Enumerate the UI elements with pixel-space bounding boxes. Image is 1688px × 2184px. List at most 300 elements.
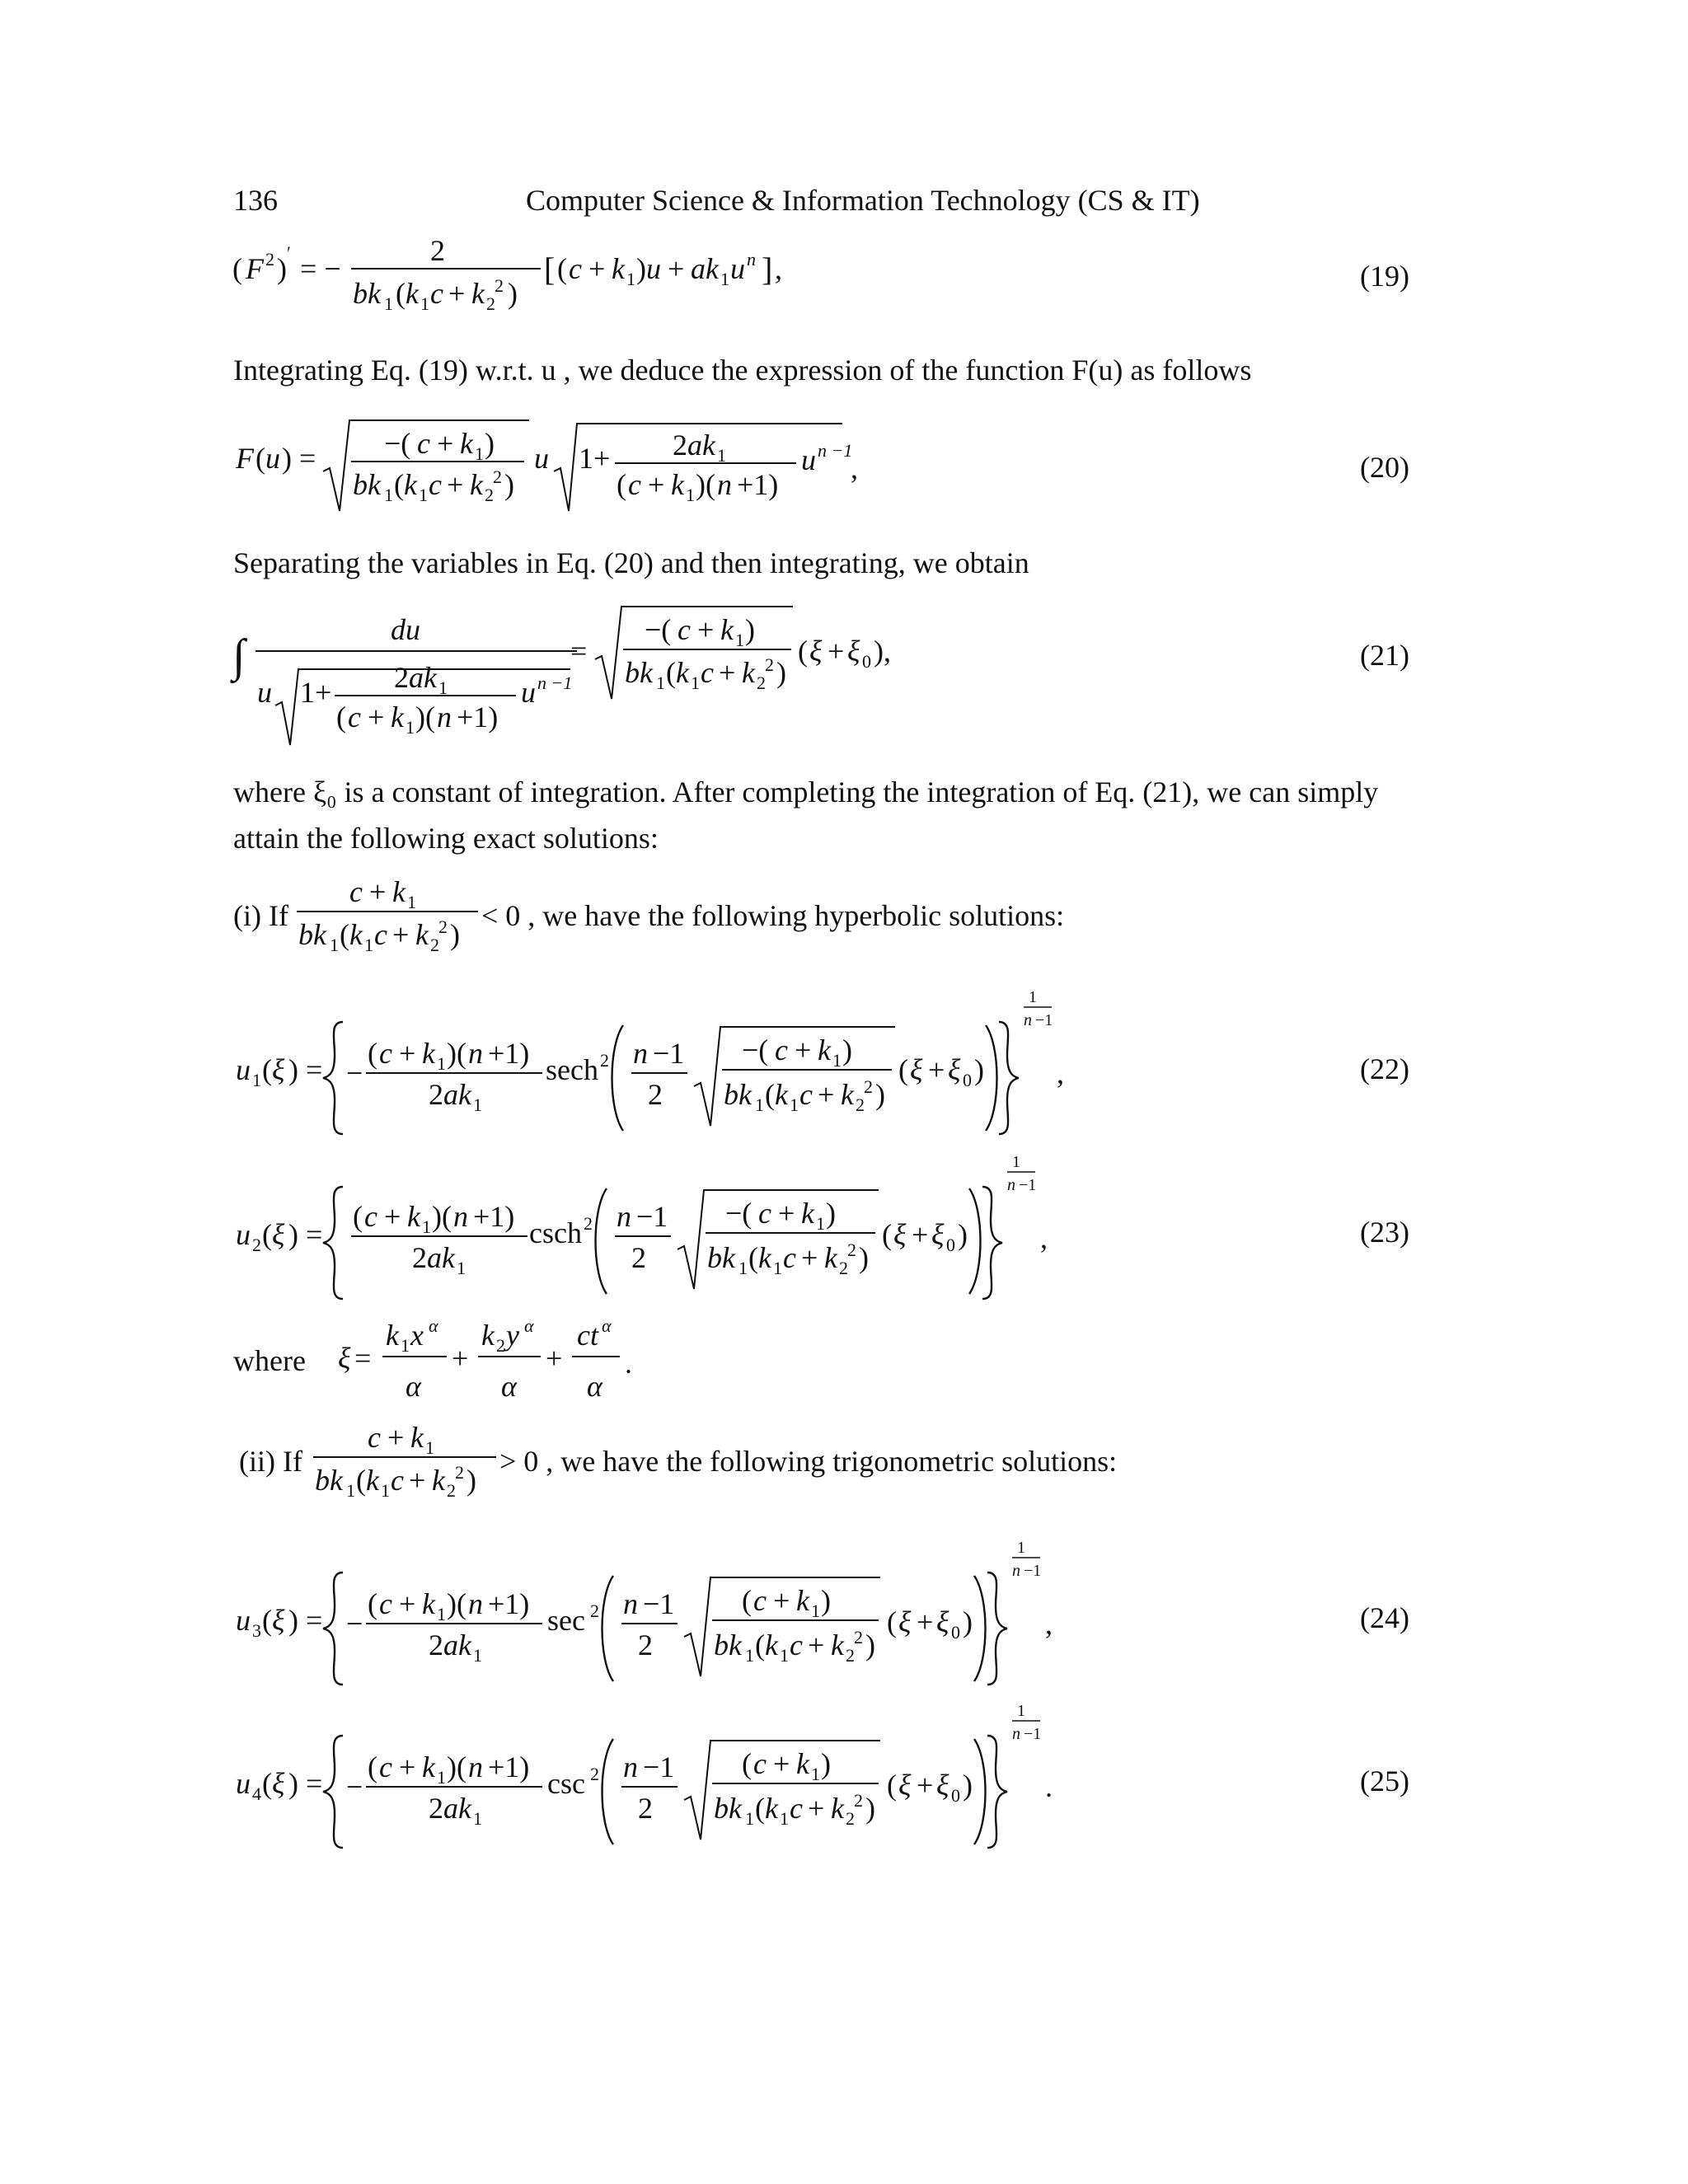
svg-text:+1): +1) xyxy=(488,1587,530,1620)
svg-text:u: u xyxy=(534,442,549,475)
svg-text:2: 2 xyxy=(839,1258,848,1278)
svg-text:): ) xyxy=(826,1197,836,1230)
svg-text:2: 2 xyxy=(673,429,687,462)
svg-text:bk: bk xyxy=(353,277,381,310)
svg-text:k: k xyxy=(366,1464,379,1497)
svg-text:c: c xyxy=(374,918,387,951)
svg-text:+: + xyxy=(392,918,410,951)
svg-text:k: k xyxy=(407,1200,420,1233)
svg-text:c: c xyxy=(790,1792,803,1825)
svg-text:2: 2 xyxy=(252,1235,261,1255)
svg-text:1: 1 xyxy=(438,677,448,698)
svg-text:k: k xyxy=(349,918,363,951)
svg-text:α: α xyxy=(501,1370,517,1403)
svg-text:ξ: ξ xyxy=(272,1218,285,1251)
svg-text:k: k xyxy=(796,1584,809,1617)
svg-text:]: ] xyxy=(762,251,773,288)
svg-text:c: c xyxy=(753,1584,767,1617)
svg-text:(: ( xyxy=(356,1464,366,1497)
equation-number-25: (25) xyxy=(1360,1765,1409,1797)
svg-text:): ) xyxy=(277,252,287,285)
svg-text:): ) xyxy=(974,1053,984,1086)
svg-text:+: + xyxy=(369,875,387,908)
svg-text:,: , xyxy=(775,252,782,285)
svg-text:−(: −( xyxy=(742,1033,769,1066)
svg-text:c: c xyxy=(430,277,443,310)
svg-text:2: 2 xyxy=(412,1241,427,1274)
svg-text:k: k xyxy=(391,701,404,733)
svg-text:+: + xyxy=(808,1629,825,1661)
svg-text:): ) xyxy=(745,613,755,646)
svg-text:α: α xyxy=(602,1315,612,1336)
running-title: Computer Science & Information Technology (CS & IT) xyxy=(526,184,1200,217)
svg-text:F: F xyxy=(246,252,264,285)
svg-text:c: c xyxy=(790,1629,803,1661)
svg-text:c: c xyxy=(379,1037,392,1070)
svg-text:+1): +1) xyxy=(488,1750,530,1783)
svg-text:+: + xyxy=(368,701,385,733)
svg-text:2: 2 xyxy=(447,1480,456,1501)
svg-text:) =: ) = xyxy=(288,1053,323,1086)
svg-text:−1: −1 xyxy=(643,1750,675,1783)
svg-text:1: 1 xyxy=(780,1808,789,1829)
svg-text:n: n xyxy=(468,1750,483,1783)
svg-text:(: ( xyxy=(394,468,404,501)
svg-text:α: α xyxy=(429,1315,438,1336)
svg-text:[: [ xyxy=(544,251,556,288)
svg-text:−1: −1 xyxy=(1024,1562,1042,1580)
svg-text:ak: ak xyxy=(409,661,437,694)
svg-text:(: ( xyxy=(368,1750,377,1783)
svg-text:−1: −1 xyxy=(1024,1725,1042,1743)
svg-text:2: 2 xyxy=(429,1792,443,1825)
svg-text:+: + xyxy=(648,468,665,501)
svg-text:ξ: ξ xyxy=(936,1605,950,1638)
svg-text:+: + xyxy=(928,1053,945,1086)
svg-text:bk: bk xyxy=(724,1078,752,1111)
svg-text:2: 2 xyxy=(265,249,274,269)
svg-text:n: n xyxy=(437,701,452,733)
svg-text:) =: ) = xyxy=(282,442,316,475)
paragraph-separating: Separating the variables in Eq. (20) and then integrating, we obtain xyxy=(233,546,1029,579)
svg-text:)(: )( xyxy=(415,701,435,733)
svg-text:0: 0 xyxy=(946,1235,955,1255)
case-i-tail: < 0 , we have the following hyperbolic solutions: xyxy=(481,899,1065,932)
svg-text:): ) xyxy=(508,277,518,310)
svg-text:k: k xyxy=(758,1241,771,1274)
svg-text:1+: 1+ xyxy=(300,676,332,709)
svg-text:1: 1 xyxy=(437,1604,446,1624)
svg-text:1: 1 xyxy=(717,445,726,466)
svg-text:α: α xyxy=(587,1370,603,1403)
svg-text:c: c xyxy=(678,613,691,646)
svg-text:1+: 1+ xyxy=(579,442,611,475)
svg-text:u: u xyxy=(265,442,280,475)
svg-text:k: k xyxy=(720,613,734,646)
svg-text:ξ: ξ xyxy=(338,1342,351,1375)
svg-text:c: c xyxy=(753,1747,767,1780)
svg-text:1: 1 xyxy=(1017,1539,1025,1557)
svg-text:1: 1 xyxy=(773,1258,782,1278)
svg-text:−1: −1 xyxy=(636,1200,668,1233)
svg-text:(: ( xyxy=(666,656,676,689)
svg-text:c: c xyxy=(391,1464,404,1497)
svg-text:u: u xyxy=(521,676,536,709)
svg-text:ξ: ξ xyxy=(898,1769,912,1802)
svg-text:1: 1 xyxy=(346,1480,355,1501)
svg-text:c: c xyxy=(379,1587,392,1620)
svg-text:(: ( xyxy=(765,1078,775,1111)
svg-text:2: 2 xyxy=(757,673,766,693)
svg-text:,: , xyxy=(1040,1221,1048,1254)
svg-text:+: + xyxy=(719,656,736,689)
svg-text:bk: bk xyxy=(298,918,326,951)
svg-text:k: k xyxy=(392,875,406,908)
svg-text:α: α xyxy=(406,1370,421,1403)
svg-text:1: 1 xyxy=(252,1070,261,1090)
svg-text:n: n xyxy=(623,1750,638,1783)
svg-text:1: 1 xyxy=(437,1767,446,1788)
svg-text:bk: bk xyxy=(707,1241,735,1274)
svg-text:(: ( xyxy=(887,1605,897,1638)
svg-text:1: 1 xyxy=(407,892,416,912)
svg-text:′: ′ xyxy=(287,242,291,263)
svg-text:+: + xyxy=(912,1218,929,1251)
equation-number-22: (22) xyxy=(1360,1052,1409,1085)
where-xi-lead: where xyxy=(233,1344,306,1377)
svg-text:+: + xyxy=(437,427,454,460)
svg-text:k: k xyxy=(386,1319,399,1352)
svg-text:n: n xyxy=(633,1037,648,1070)
svg-text:ξ: ξ xyxy=(893,1218,907,1251)
svg-text:1: 1 xyxy=(420,293,429,314)
svg-text:(: ( xyxy=(748,1241,758,1274)
svg-text:−1: −1 xyxy=(653,1037,685,1070)
equation-24 xyxy=(236,1538,1093,1686)
svg-text:2: 2 xyxy=(429,1078,443,1111)
svg-text:k: k xyxy=(422,1750,435,1783)
svg-text:(: ( xyxy=(887,1769,897,1802)
svg-text:1: 1 xyxy=(473,1808,482,1829)
svg-text:1: 1 xyxy=(473,1094,482,1115)
svg-text:+: + xyxy=(399,1037,416,1070)
svg-text:+: + xyxy=(778,1197,795,1230)
svg-text:ξ: ξ xyxy=(898,1605,912,1638)
svg-text:+1): +1) xyxy=(473,1200,515,1233)
svg-text:ξ: ξ xyxy=(847,635,860,668)
svg-text:c: c xyxy=(799,1078,813,1111)
svg-text:bk: bk xyxy=(625,656,653,689)
svg-text:n: n xyxy=(1012,1725,1020,1743)
svg-text:1: 1 xyxy=(1012,1153,1020,1171)
svg-text:k: k xyxy=(415,918,429,951)
svg-text:2: 2 xyxy=(638,1792,653,1825)
svg-text:ak: ak xyxy=(687,429,715,462)
svg-text:= −: = − xyxy=(300,252,341,285)
svg-text:c: c xyxy=(348,701,361,733)
svg-text:1: 1 xyxy=(720,269,729,289)
svg-text:(: ( xyxy=(336,701,346,733)
svg-text:2: 2 xyxy=(638,1629,653,1661)
svg-text:+: + xyxy=(818,1078,835,1111)
svg-text:2: 2 xyxy=(854,1627,863,1647)
svg-text:2: 2 xyxy=(394,661,409,694)
svg-text:2: 2 xyxy=(430,234,445,267)
svg-text:k: k xyxy=(671,468,684,501)
case-ii-tail: > 0 , we have the following trigonometric solutions: xyxy=(499,1445,1118,1478)
svg-text:(: ( xyxy=(742,1747,752,1780)
svg-text:1: 1 xyxy=(1029,988,1037,1006)
svg-text:1: 1 xyxy=(745,1808,754,1829)
svg-text:1: 1 xyxy=(790,1094,799,1115)
svg-text:2: 2 xyxy=(429,1629,443,1661)
svg-text:k: k xyxy=(831,1792,844,1825)
svg-text:): ) xyxy=(485,427,495,460)
svg-text:x: x xyxy=(410,1319,424,1352)
svg-text:ct: ct xyxy=(577,1319,598,1352)
svg-text:k: k xyxy=(824,1241,837,1274)
svg-text:1: 1 xyxy=(381,1480,390,1501)
svg-text:2: 2 xyxy=(455,1462,464,1483)
svg-text:)(: )( xyxy=(696,468,715,501)
svg-text:)(: )( xyxy=(447,1750,467,1783)
equation-20 xyxy=(236,412,895,527)
svg-text:k: k xyxy=(404,468,417,501)
svg-text:1: 1 xyxy=(811,1764,820,1784)
svg-text:=: = xyxy=(570,635,588,668)
svg-text:bk: bk xyxy=(353,468,381,501)
svg-text:1: 1 xyxy=(755,1094,764,1115)
svg-text:(: ( xyxy=(742,1584,752,1617)
svg-text:csc: csc xyxy=(547,1767,585,1800)
svg-text:u: u xyxy=(257,676,272,709)
svg-text:1: 1 xyxy=(473,1645,482,1666)
svg-text:)(: )( xyxy=(447,1587,467,1620)
svg-text:): ) xyxy=(963,1605,973,1638)
svg-text:1: 1 xyxy=(745,1645,754,1666)
svg-text:ξ: ξ xyxy=(809,635,823,668)
svg-text:n: n xyxy=(747,249,756,269)
svg-text:n: n xyxy=(468,1587,483,1620)
svg-text:)(: )( xyxy=(432,1200,452,1233)
svg-text:0: 0 xyxy=(862,651,871,672)
svg-text:1: 1 xyxy=(626,269,635,289)
svg-text:ak: ak xyxy=(443,1792,471,1825)
svg-text:(: ( xyxy=(557,252,567,285)
svg-text:1: 1 xyxy=(811,1601,820,1621)
svg-text:du: du xyxy=(391,613,420,646)
svg-text:(: ( xyxy=(262,1767,272,1800)
svg-text:c: c xyxy=(379,1750,392,1783)
svg-text:ξ: ξ xyxy=(936,1769,950,1802)
svg-text:(: ( xyxy=(262,1604,272,1637)
svg-text:(: ( xyxy=(882,1218,892,1251)
svg-text:bk: bk xyxy=(714,1629,742,1661)
equation-number-23: (23) xyxy=(1360,1216,1409,1249)
svg-text:,: , xyxy=(1057,1057,1064,1090)
svg-text:,: , xyxy=(851,452,858,485)
svg-text:+1): +1) xyxy=(457,701,499,733)
svg-text:k: k xyxy=(432,1464,445,1497)
svg-text:1: 1 xyxy=(384,293,393,314)
svg-text:k: k xyxy=(406,277,419,310)
svg-text:−(: −( xyxy=(384,427,411,460)
svg-text:),: ), xyxy=(874,635,891,668)
svg-text:+: + xyxy=(447,468,464,501)
svg-text:ξ: ξ xyxy=(272,1767,285,1800)
svg-text:k: k xyxy=(470,468,483,501)
svg-text:u: u xyxy=(801,443,816,476)
svg-text:c: c xyxy=(775,1033,788,1066)
svg-text:(: ( xyxy=(368,1587,377,1620)
svg-text:,: , xyxy=(1045,1607,1053,1640)
svg-text:): ) xyxy=(963,1769,973,1802)
svg-text:.: . xyxy=(1045,1770,1053,1803)
svg-text:F: F xyxy=(236,442,254,475)
svg-text:(: ( xyxy=(396,277,406,310)
svg-text:c: c xyxy=(429,468,442,501)
svg-text:k: k xyxy=(422,1037,435,1070)
paragraph-exact-solutions: attain the following exact solutions: xyxy=(233,822,659,855)
svg-text:2: 2 xyxy=(648,1078,663,1111)
svg-text:k: k xyxy=(481,1319,495,1352)
svg-text:1: 1 xyxy=(437,1053,446,1074)
svg-text:k: k xyxy=(801,1197,814,1230)
svg-text:ξ: ξ xyxy=(272,1604,285,1637)
svg-text:−1: −1 xyxy=(1019,1176,1037,1194)
svg-text:k: k xyxy=(765,1629,778,1661)
paragraph-where-xi0: where ξ₀ is a constant of integration. After completing the integration of Eq. (21), we can simply xyxy=(233,776,1379,808)
svg-text:u: u xyxy=(646,252,661,285)
svg-text:2: 2 xyxy=(631,1241,646,1274)
svg-text:) =: ) = xyxy=(288,1604,323,1637)
svg-text:−: − xyxy=(346,1057,363,1090)
case-ii-lead: (ii) If xyxy=(239,1445,302,1478)
svg-text:bk: bk xyxy=(714,1792,742,1825)
svg-text:(: ( xyxy=(755,1792,765,1825)
svg-text:k: k xyxy=(831,1629,844,1661)
svg-text:1: 1 xyxy=(330,935,339,955)
svg-text:(: ( xyxy=(256,442,265,475)
svg-text:2: 2 xyxy=(485,485,494,505)
svg-text:2: 2 xyxy=(856,1094,865,1115)
svg-text:2: 2 xyxy=(854,1790,863,1811)
svg-text:1: 1 xyxy=(780,1645,789,1666)
svg-text:): ) xyxy=(467,1464,476,1497)
equation-number-20: (20) xyxy=(1360,451,1409,484)
svg-text:(: ( xyxy=(262,1218,272,1251)
svg-text:+: + xyxy=(668,252,685,285)
svg-text:2: 2 xyxy=(846,1808,855,1829)
svg-text:c: c xyxy=(349,875,363,908)
svg-text:+: + xyxy=(452,1342,469,1375)
svg-text:1: 1 xyxy=(656,673,665,693)
svg-text:−: − xyxy=(346,1607,363,1640)
svg-text:c: c xyxy=(569,252,582,285)
svg-text:−: − xyxy=(346,1770,363,1803)
svg-text:−(: −( xyxy=(725,1197,753,1230)
equation-21 xyxy=(232,600,908,748)
svg-text:1: 1 xyxy=(406,717,415,738)
svg-text:n: n xyxy=(623,1587,638,1620)
svg-text:): ) xyxy=(875,1078,885,1111)
svg-text:): ) xyxy=(821,1584,831,1617)
svg-text:2: 2 xyxy=(496,1335,505,1356)
case-i-condition xyxy=(297,874,486,972)
svg-text:c: c xyxy=(628,468,641,501)
svg-text:−1: −1 xyxy=(643,1587,675,1620)
svg-text:1: 1 xyxy=(475,443,484,464)
svg-text:+: + xyxy=(808,1792,825,1825)
svg-text:+: + xyxy=(409,1464,426,1497)
svg-text:n −1: n −1 xyxy=(537,673,573,693)
svg-text:n: n xyxy=(1024,1011,1032,1029)
svg-text:1: 1 xyxy=(457,1258,466,1278)
svg-text:ak: ak xyxy=(691,252,719,285)
case-ii-condition xyxy=(313,1419,503,1518)
svg-text:c: c xyxy=(758,1197,771,1230)
svg-text:k: k xyxy=(765,1792,778,1825)
svg-text:1: 1 xyxy=(422,1216,431,1237)
svg-text:1: 1 xyxy=(735,630,744,650)
svg-text:2: 2 xyxy=(846,1645,855,1666)
svg-text:u: u xyxy=(236,1767,251,1800)
svg-text:+: + xyxy=(917,1769,934,1802)
svg-text:2: 2 xyxy=(600,1050,609,1071)
svg-text:2: 2 xyxy=(438,916,448,937)
svg-text:1: 1 xyxy=(686,485,695,505)
svg-text:c: c xyxy=(368,1421,381,1454)
svg-text:1: 1 xyxy=(419,485,428,505)
svg-text:.: . xyxy=(625,1347,632,1380)
svg-text:1: 1 xyxy=(384,485,393,505)
svg-text:c: c xyxy=(701,656,714,689)
svg-text:(: ( xyxy=(368,1037,377,1070)
svg-text:sec: sec xyxy=(547,1604,585,1637)
svg-text:(: ( xyxy=(617,468,626,501)
svg-text:0: 0 xyxy=(963,1070,972,1090)
svg-text:2: 2 xyxy=(847,1240,856,1260)
svg-text:k: k xyxy=(410,1421,424,1454)
svg-text:k: k xyxy=(796,1747,809,1780)
svg-text:ξ: ξ xyxy=(931,1218,945,1251)
svg-text:): ) xyxy=(859,1241,869,1274)
svg-text:1: 1 xyxy=(401,1335,410,1356)
svg-text:csch: csch xyxy=(529,1216,582,1249)
svg-text:): ) xyxy=(821,1747,831,1780)
svg-text:k: k xyxy=(612,252,625,285)
svg-text:): ) xyxy=(842,1033,852,1066)
svg-text:1: 1 xyxy=(1017,1702,1025,1720)
svg-text:+: + xyxy=(448,277,466,310)
svg-text:): ) xyxy=(865,1629,875,1661)
equation-22 xyxy=(236,989,1093,1137)
svg-text:0: 0 xyxy=(951,1622,960,1643)
svg-text:∫: ∫ xyxy=(232,630,246,682)
svg-text:2: 2 xyxy=(584,1213,593,1234)
svg-text:(: ( xyxy=(353,1200,363,1233)
svg-text:+: + xyxy=(387,1421,405,1454)
equation-23 xyxy=(236,1152,1093,1301)
svg-text:ak: ak xyxy=(427,1241,455,1274)
svg-text:c: c xyxy=(783,1241,796,1274)
svg-text:n: n xyxy=(468,1037,483,1070)
svg-text:(: ( xyxy=(898,1053,908,1086)
svg-text:k: k xyxy=(742,656,755,689)
svg-text:2: 2 xyxy=(486,293,495,314)
svg-text:n: n xyxy=(1007,1176,1015,1194)
svg-text:k: k xyxy=(841,1078,854,1111)
